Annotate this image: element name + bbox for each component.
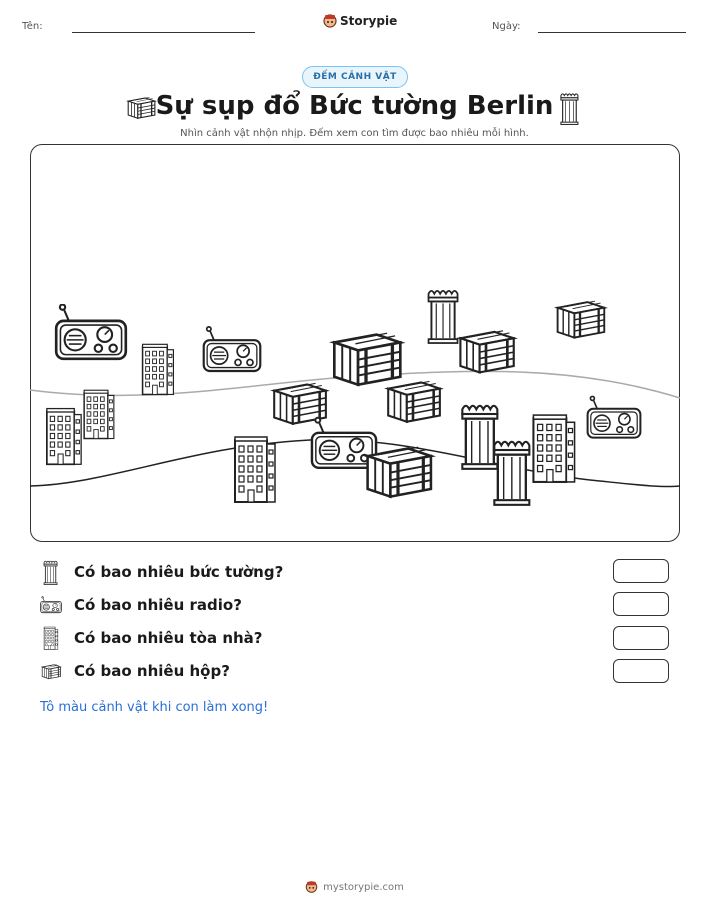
counting-scene: [30, 144, 680, 542]
wall-pillar-icon: [428, 290, 457, 342]
category-badge: ĐẾM CẢNH VẬT: [302, 66, 408, 88]
date-field-line[interactable]: [538, 32, 686, 33]
radio-icon: [587, 396, 640, 437]
date-label: Ngày:: [492, 21, 521, 32]
question-buildings: [40, 627, 263, 649]
question-text: Có bao nhiêu tòa nhà?: [74, 629, 263, 647]
radio-icon: [56, 304, 126, 358]
storypie-mascot-icon: [305, 880, 318, 894]
crate-icon: [557, 301, 604, 337]
name-label: Tên:: [22, 21, 43, 32]
radio-icon: [40, 594, 62, 616]
crate-icon: [460, 330, 513, 372]
crate-icon: [388, 381, 440, 421]
page-title: Sự sụp đổ Bức tường Berlin: [155, 91, 554, 121]
crate-icon: [367, 447, 430, 496]
question-radios: [40, 594, 242, 616]
question-text: Có bao nhiêu radio?: [74, 596, 242, 614]
brand-name: Storypie: [340, 14, 398, 28]
wall-pillar-icon: [40, 561, 62, 583]
wall-pillar-icon: [494, 441, 529, 504]
question-text: Có bao nhiêu hộp?: [74, 662, 230, 680]
answer-box-walls[interactable]: [613, 559, 669, 583]
building-icon: [142, 344, 173, 394]
wall-pillar-icon: [558, 91, 582, 129]
storypie-mascot-icon: [323, 13, 337, 29]
building-icon: [40, 627, 62, 649]
answer-box-radios[interactable]: [613, 592, 669, 616]
brand-logo: [323, 13, 397, 29]
crate-icon: [334, 333, 400, 384]
answer-box-buildings[interactable]: [613, 626, 669, 650]
answer-box-crates[interactable]: [613, 659, 669, 683]
footer: [0, 880, 709, 894]
footer-url[interactable]: mystorypie.com: [323, 881, 404, 893]
building-icon: [235, 437, 275, 502]
question-walls: [40, 561, 283, 583]
building-icon: [46, 408, 80, 464]
building-icon: [84, 390, 114, 438]
wall-pillar-icon: [462, 405, 497, 468]
crate-icon: [40, 660, 62, 682]
name-field-line[interactable]: [72, 32, 255, 33]
coloring-note: Tô màu cảnh vật khi con làm xong!: [40, 700, 269, 715]
scene-items: [46, 290, 640, 504]
question-text: Có bao nhiêu bức tường?: [74, 563, 284, 581]
radio-icon: [203, 326, 260, 370]
building-icon: [533, 415, 574, 482]
question-crates: [40, 660, 230, 682]
page-subtitle: Nhìn cảnh vật nhộn nhịp. Đếm xem con tìm được bao nhiêu mỗi hình.: [180, 128, 529, 139]
